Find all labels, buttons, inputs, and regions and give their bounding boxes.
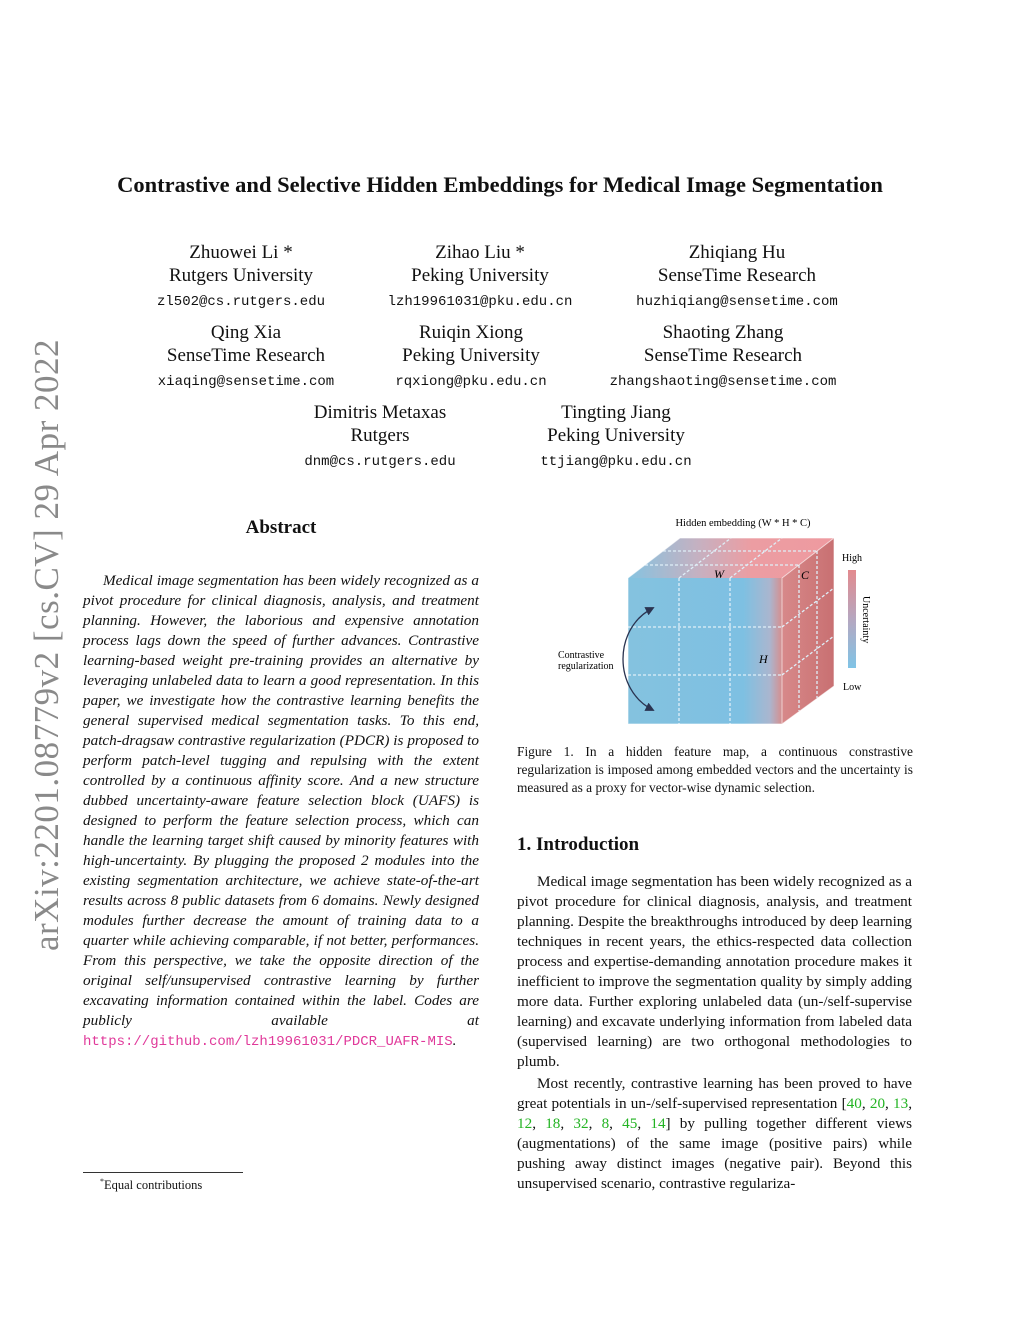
citation[interactable]: 14 [650,1115,666,1132]
arrow-label-line2: regularization [558,661,614,672]
citation[interactable]: 12 [517,1115,533,1132]
author-name: Zihao Liu * [435,242,525,263]
author-affiliation: Peking University [402,345,540,366]
author-affiliation: SenseTime Research [166,345,326,366]
footnote-text: Equal contributions [104,1178,203,1193]
cube-label-c: C [801,568,810,582]
cube-label-h: H [759,652,768,666]
paper-title: Contrastive and Selective Hidden Embeddings for Medical Image Segmentation [117,172,883,197]
author-block [587,241,887,314]
author-block [330,241,630,314]
citation[interactable]: 8 [601,1115,610,1132]
author-affiliation: SenseTime Research [643,345,803,366]
legend-high: High [842,553,862,564]
author-affiliation: Peking University [411,265,549,286]
citation[interactable]: 20 [869,1095,886,1112]
uncertainty-colorbar [848,570,856,668]
code-link[interactable]: https://github.com/lzh19961031/PDCR_UAFR-MIS [83,1034,453,1050]
author-name: Dimitris Metaxas [313,402,447,423]
arrow-label-line1: Contrastive [558,650,605,661]
figure-caption: Figure 1. In a hidden feature map, a continuous constrastive regularization is imposed among embedded vectors and the uncertainty is measured as a proxy for vector-wise dynamic selection. [517,744,913,795]
cube-front-face [628,578,782,724]
abstract-heading: Abstract [245,517,317,538]
intro-paragraph-2: Most recently, contrastive learning has been proved to have great potentials in un-/self-supervised representation [40, 20, 13, 12, 18, 32, 8, 45, 14] by pulling together different views (augmentations) of the same image (positive pairs) while pushing away distinct images (negative pair). Beyond this unsupervised scenario, contrastive regulariza- [517,1075,913,1192]
section-heading-introduction: 1. Introduction [517,834,640,855]
intro-paragraph-2-start: Most recently, contrastive learning has been proved to have great potentials in un-/self-supervised representation [ [517,1075,912,1112]
author-email[interactable]: lzh19961031@pku.edu.cn [387,294,573,310]
footnote-divider [83,1172,243,1173]
author-name: Qing Xia [210,322,282,343]
citation[interactable]: 13 [893,1095,909,1112]
abstract-text: Medical image segmentation has been widely recognized as a pivot procedure for clinical diagnosis, analysis, and treatment planning. However, the laborious and expensive annotation process lags down the speed of further advances. Contrastive learning-based weight pre-training provides an alternative by leveraging unlabeled data to learn a good representation. In this paper, we investigate how the contrastive learning benefits the general supervised medical segmentation tasks. To this end, patch-dragsaw contrastive regularization (PDCR) is proposed to perform patch-level tugging and repulsing with the extent controlled by a continuous affinity score. And a new structure dubbed uncertainty-aware feature selection block (UAFS) is designed to perform the feature selection process, which can handle the learning target shift caused by minority features with high-uncertainty. By plugging the proposed 2 modules into the existing segmentation architecture, we achieve state-of-the-art results across 8 public datasets from 6 domains. Newly designed modules further decrease the amount of training data to a quarter while achieving comparable, if not better, performances. From this perspective, we take the opposite direction of the original self/unsupervised contrastive learning by further excavating information contained within the label. Codes are publicly available at [83,572,479,1029]
author-email[interactable]: xiaqing@sensetime.com [157,374,335,390]
author-email[interactable]: huzhiqiang@sensetime.com [636,294,838,310]
citation[interactable]: 45 [622,1115,638,1132]
author-affiliation: Rutgers University [168,265,314,286]
intro-paragraph-1: Medical image segmentation has been widely recognized as a pivot procedure for clinical diagnosis, analysis, and treatment planning. Despite the breakthroughs introduced by deep learning techniques in recent years, the ethics-respected data collection process and expertise-demanding annotation procedure makes it inefficient to improve the segmentation quality by simply adding more data. Further exploring unlabeled data (un-/self-supervise learning) and excavate underlying information from labeled data (supervised learning) are two orthogonal methodologies to plumb. [517,873,912,1070]
footnote [100,1177,202,1193]
figure-hidden-embedding [517,510,913,735]
author-name: Zhuowei Li * [189,242,293,263]
author-block [466,401,766,474]
citation[interactable]: 40 [846,1095,862,1112]
legend-title: Uncertainty [860,596,871,644]
intro-paragraph-2-end: ] by pulling together different views (augmentations) of the same image (positive pairs) while pushing away distinct images (negative pair). Beyond this unsupervised scenario, contrastive regulariza- [517,1115,913,1192]
author-email[interactable]: zl502@cs.rutgers.edu [156,294,326,310]
legend-low: Low [843,682,862,693]
author-email[interactable]: dnm@cs.rutgers.edu [304,454,456,470]
author-email[interactable]: ttjiang@pku.edu.cn [540,454,692,470]
author-affiliation: SenseTime Research [657,265,817,286]
author-email[interactable]: zhangshaoting@sensetime.com [609,374,837,390]
abstract-end: . [452,1032,457,1049]
author-affiliation: Peking University [547,425,685,446]
arxiv-identifier: arXiv:2201.08779v2 [cs.CV] 29 Apr 2022 [27,338,66,952]
abstract-body [83,571,479,1052]
author-name: Ruiqin Xiong [419,322,523,343]
author-name: Zhiqiang Hu [688,242,786,263]
author-name: Shaoting Zhang [662,322,784,343]
figure-top-label: Hidden embedding (W * H * C) [675,518,811,529]
author-block [573,321,873,394]
author-email[interactable]: rqxiong@pku.edu.cn [395,374,547,390]
footnote-mark: * [100,1177,104,1186]
author-name: Tingting Jiang [561,402,671,423]
author-affiliation: Rutgers [350,425,410,446]
cube-label-w: W [714,567,724,581]
citation[interactable]: 18 [545,1115,561,1132]
citation[interactable]: 32 [573,1115,589,1132]
